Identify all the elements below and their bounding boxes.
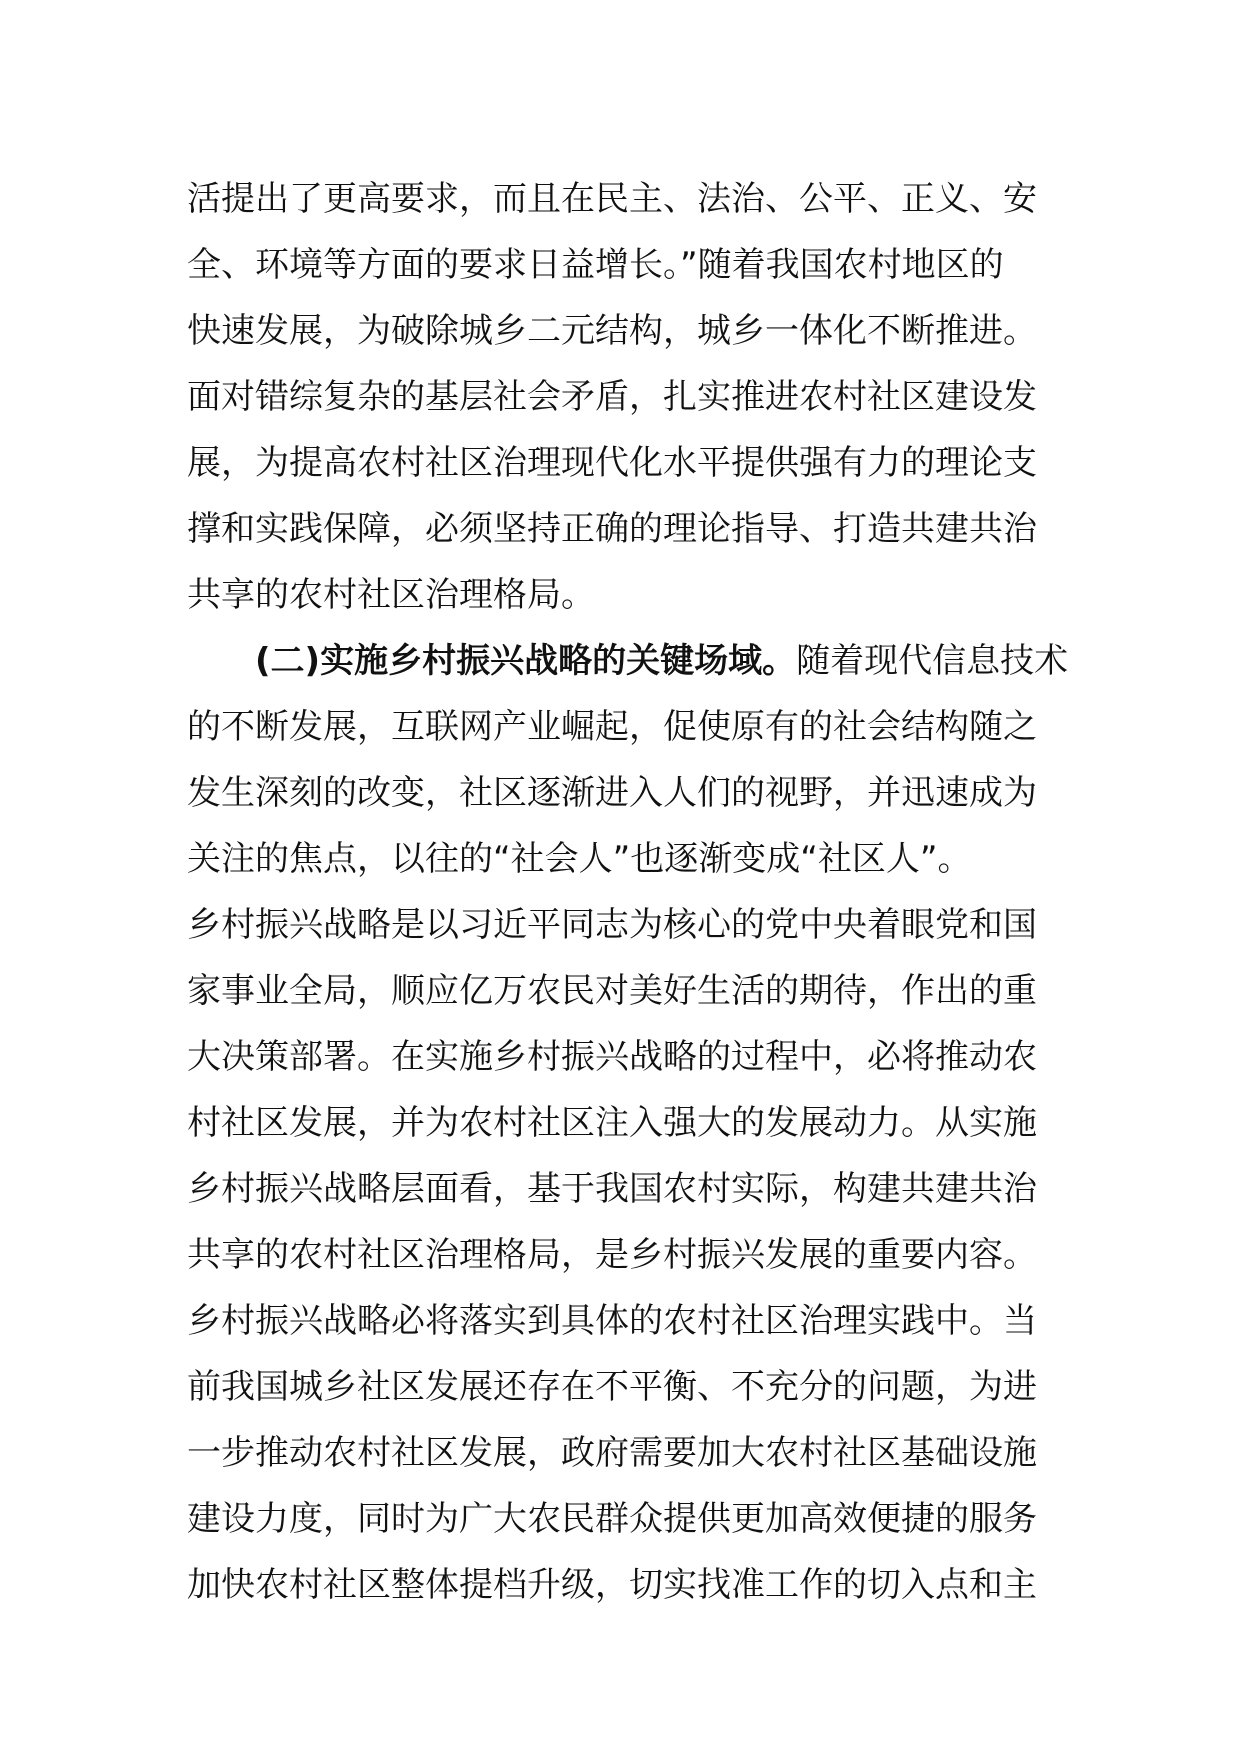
document-page bbox=[187, 166, 1069, 1618]
text-line: 全、环境等方面的要求日益增长。”随着我国农村地区的 bbox=[187, 245, 1004, 285]
text-line: 快速发展，为破除城乡二元结构，城乡一体化不断推进。 bbox=[187, 311, 1037, 351]
text-line: 活提出了更高要求，而且在民主、法治、公平、正义、安 bbox=[187, 179, 1037, 219]
text-line: 家事业全局，顺应亿万农民对美好生活的期待，作出的重 bbox=[187, 971, 1037, 1011]
text-line: 关注的焦点，以往的“社会人”也逐渐变成“社区人”。 bbox=[187, 839, 972, 879]
paragraph-1 bbox=[187, 166, 1057, 628]
text-line: 共享的农村社区治理格局，是乡村振兴发展的重要内容。 bbox=[187, 1235, 1037, 1275]
text-line: 建设力度，同时为广大农民群众提供更加高效便捷的服务 bbox=[187, 1499, 1037, 1539]
text-line: 大决策部署。在实施乡村振兴战略的过程中，必将推动农 bbox=[187, 1037, 1037, 1077]
text-line: 乡村振兴战略层面看，基于我国农村实际，构建共建共治 bbox=[187, 1169, 1037, 1209]
section-heading: (二)实施乡村振兴战略的关键场域。 bbox=[255, 641, 797, 681]
text-line: 一步推动农村社区发展，政府需要加大农村社区基础设施 bbox=[187, 1433, 1037, 1473]
paragraph-2 bbox=[187, 628, 1069, 1618]
text-line: 共享的农村社区治理格局。 bbox=[187, 575, 595, 615]
text-line: 面对错综复杂的基层社会矛盾，扎实推进农村社区建设发 bbox=[187, 377, 1037, 417]
text-line: 乡村振兴战略必将落实到具体的农村社区治理实践中。当 bbox=[187, 1301, 1037, 1341]
text-line: 发生深刻的改变，社区逐渐进入人们的视野，并迅速成为 bbox=[187, 773, 1037, 813]
text-line: 的不断发展，互联网产业崛起，促使原有的社会结构随之 bbox=[187, 707, 1037, 747]
text-line: 展，为提高农村社区治理现代化水平提供强有力的理论支 bbox=[187, 443, 1037, 483]
text-line: 加快农村社区整体提档升级，切实找准工作的切入点和主 bbox=[187, 1565, 1037, 1605]
text-line: 村社区发展，并为农村社区注入强大的发展动力。从实施 bbox=[187, 1103, 1037, 1143]
text-line: 撑和实践保障，必须坚持正确的理论指导、打造共建共治 bbox=[187, 509, 1037, 549]
text-line: 乡村振兴战略是以习近平同志为核心的党中央着眼党和国 bbox=[187, 905, 1037, 945]
paragraph-2-first-line bbox=[187, 628, 1069, 694]
text-line: 前我国城乡社区发展还存在不平衡、不充分的问题，为进 bbox=[187, 1367, 1037, 1407]
text-line-rest: 随着现代信息技术 bbox=[796, 641, 1069, 681]
